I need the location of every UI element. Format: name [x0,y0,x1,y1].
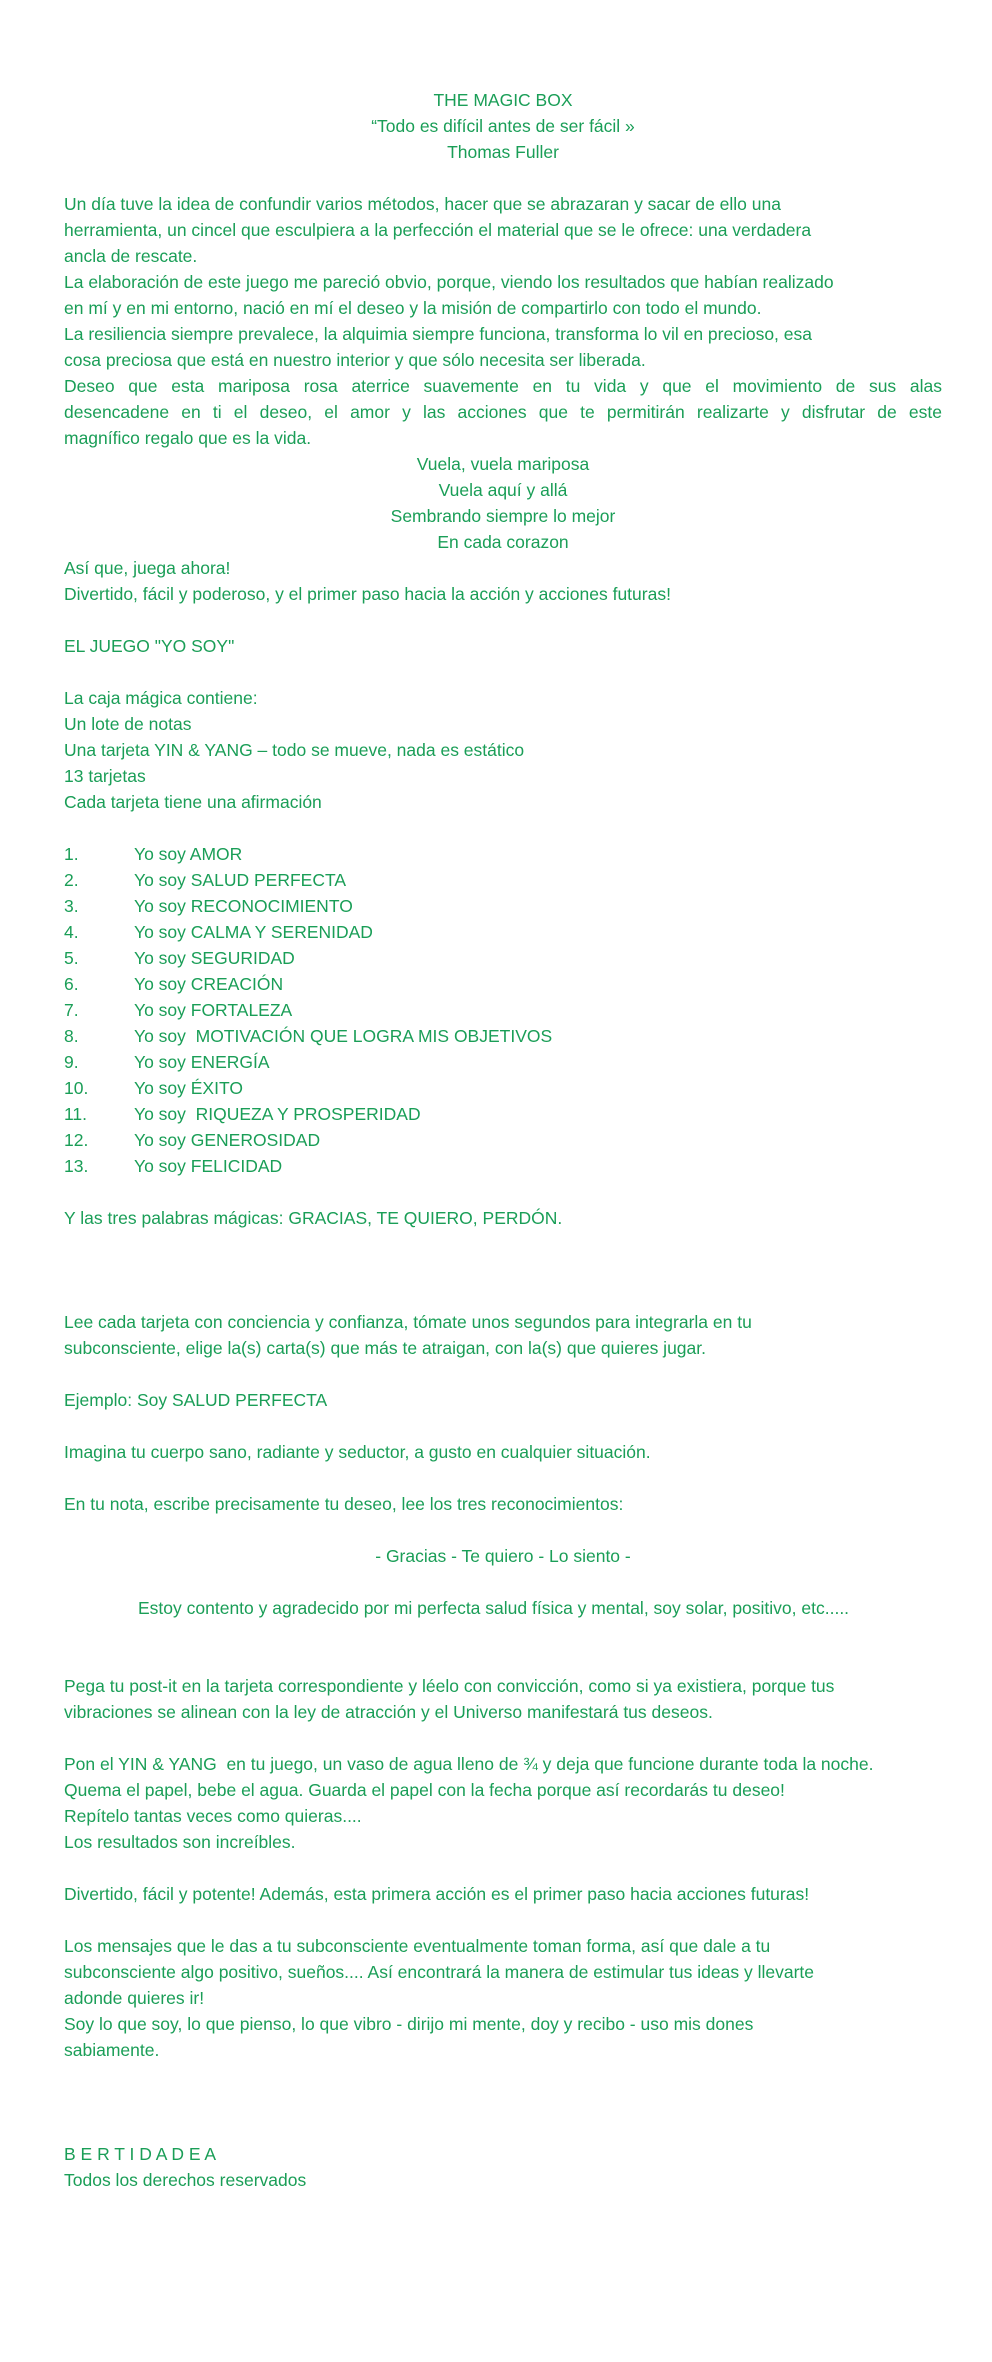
list-item [64,841,942,867]
list-number: 2. [64,870,79,890]
list-item [64,971,942,997]
instruction-text: En tu nota, escribe precisamente tu deseo, lee los tres reconocimientos: [64,1494,624,1514]
list-item [64,1153,942,1179]
intro-text: en mí y en mi entorno, nació en mí el deseo y la misión de compartirlo con todo el mundo. [64,298,762,318]
instruction-text: Los mensajes que le das a tu subconsciente eventualmente toman forma, así que dale a tu [64,1936,771,1956]
footer-rights: Todos los derechos reservados [64,2170,307,2190]
list-number: 3. [64,896,79,916]
affirmation-text: Yo soy GENEROSIDAD [134,1130,321,1150]
footer [64,2141,942,2193]
list-number: 7. [64,1000,79,1020]
instruction-text: adonde quieres ir! [64,1988,205,2008]
contents-item: 13 tarjetas [64,766,146,786]
affirmation-text: Yo soy FORTALEZA [134,1000,293,1020]
list-number: 9. [64,1052,79,1072]
instructions-section [64,1309,942,2063]
list-item [64,945,942,971]
poem-line: Vuela aquí y allá [438,480,568,500]
intro-text: Deseo que esta mariposa rosa aterrice suavemente en tu vida y que el movimiento de sus alas [64,376,942,396]
list-item [64,1101,942,1127]
list-number: 8. [64,1026,79,1046]
poem-line: Sembrando siempre lo mejor [390,506,616,526]
footer-author: B E R T I D A D E A [64,2144,217,2164]
instruction-text: Lee cada tarjeta con conciencia y confianza, tómate unos segundos para integrarla en tu [64,1312,752,1332]
list-item [64,997,942,1023]
list-number: 4. [64,922,79,942]
list-number: 10. [64,1078,89,1098]
intro-text: Un día tuve la idea de confundir varios métodos, hacer que se abrazaran y sacar de ello una [64,194,781,214]
instruction-text: Pega tu post-it en la tarjeta correspondiente y léelo con convicción, como si ya existiera, porque tus [64,1676,835,1696]
poem-line: En cada corazon [437,532,569,552]
intro-text: cosa preciosa que está en nuestro interior y que sólo necesita ser liberada. [64,350,646,370]
instruction-text: Los resultados son increíbles. [64,1832,296,1852]
affirmation-text: Yo soy SALUD PERFECTA [134,870,347,890]
list-item [64,1075,942,1101]
list-number: 5. [64,948,79,968]
box-contents [64,685,942,815]
intro-text: desencadene en ti el deseo, el amor y las acciones que te permitirán realizarte y disfrutar de este [64,402,942,422]
affirmations-list [64,841,942,1179]
call-to-play: Divertido, fácil y poderoso, y el primer paso hacia la acción y acciones futuras! [64,584,671,604]
affirmation-text: Yo soy MOTIVACIÓN QUE LOGRA MIS OBJETIVOS [134,1026,553,1046]
intro-text: ancla de rescate. [64,246,198,266]
list-item [64,1049,942,1075]
list-item [64,1127,942,1153]
instruction-text: subconsciente, elige la(s) carta(s) que más te atraigan, con la(s) que quieres jugar. [64,1338,706,1358]
contents-item: Una tarjeta YIN & YANG – todo se mueve, nada es estático [64,740,525,760]
list-number: 6. [64,974,79,994]
intro-text: magnífico regalo que es la vida. [64,428,312,448]
list-item [64,867,942,893]
epigraph-author: Thomas Fuller [447,142,559,162]
affirmation-text: Yo soy CREACIÓN [134,974,284,994]
instruction-text: Imagina tu cuerpo sano, radiante y seductor, a gusto en cualquier situación. [64,1442,651,1462]
instruction-text: subconsciente algo positivo, sueños.... Así encontrará la manera de estimular tus ideas y llevarte [64,1962,814,1982]
affirmation-text: Yo soy RIQUEZA Y PROSPERIDAD [134,1104,421,1124]
thanks-line: - Gracias - Te quiero - Lo siento - [375,1546,631,1566]
intro-section [64,191,942,451]
affirmation-text: Yo soy ÉXITO [134,1078,243,1098]
list-item [64,893,942,919]
epigraph-quote: “Todo es difícil antes de ser fácil » [371,116,635,136]
poem [64,451,942,555]
list-item [64,919,942,945]
affirmation-text: Yo soy CALMA Y SERENIDAD [134,922,373,942]
list-number: 1. [64,844,79,864]
instruction-text: Divertido, fácil y potente! Además, esta primera acción es el primer paso hacia acciones futuras! [64,1884,810,1904]
instruction-text: vibraciones se alinean con la ley de atracción y el Universo manifestará tus deseos. [64,1702,713,1722]
instruction-text: Quema el papel, bebe el agua. Guarda el papel con la fecha porque así recordarás tu deseo! [64,1780,785,1800]
instruction-text: Pon el YIN & YANG en tu juego, un vaso de agua lleno de ¾ y deja que funcione durante toda la noche. [64,1754,874,1774]
contents-item: Cada tarjeta tiene una afirmación [64,792,322,812]
list-number: 13. [64,1156,89,1176]
example-text: Ejemplo: Soy SALUD PERFECTA [64,1390,328,1410]
document-body [64,0,942,2193]
instruction-text: sabiamente. [64,2040,160,2060]
list-item [64,1023,942,1049]
intro-text: herramienta, un cincel que esculpiera a la perfección el material que se le ofrece: una verdadera [64,220,812,240]
header [64,87,942,165]
document-title: THE MAGIC BOX [433,90,573,110]
poem-line: Vuela, vuela mariposa [416,454,590,474]
intro-text: La elaboración de este juego me pareció obvio, porque, viendo los resultados que habían realizado [64,272,834,292]
instruction-text: Repítelo tantas veces como quieras.... [64,1806,362,1826]
contents-item: Un lote de notas [64,714,192,734]
affirmation-text: Yo soy AMOR [134,844,243,864]
game-title: EL JUEGO "YO SOY" [64,636,235,656]
affirmation-text: Yo soy ENERGÍA [134,1052,270,1072]
magic-words: Y las tres palabras mágicas: GRACIAS, TE QUIERO, PERDÓN. [64,1208,563,1228]
list-number: 12. [64,1130,89,1150]
call-to-play: Así que, juega ahora! [64,558,231,578]
contents-item: La caja mágica contiene: [64,688,258,708]
affirmation-text: Yo soy RECONOCIMIENTO [134,896,353,916]
list-number: 11. [64,1104,88,1124]
intro-text: La resiliencia siempre prevalece, la alquimia siempre funciona, transforma lo vil en precioso, esa [64,324,812,344]
affirmation-text: Yo soy SEGURIDAD [134,948,295,968]
instruction-text: Soy lo que soy, lo que pienso, lo que vibro - dirijo mi mente, doy y recibo - uso mis dones [64,2014,754,2034]
affirmation-text: Yo soy FELICIDAD [134,1156,283,1176]
grateful-line: Estoy contento y agradecido por mi perfecta salud física y mental, soy solar, positivo, etc..... [138,1598,850,1618]
